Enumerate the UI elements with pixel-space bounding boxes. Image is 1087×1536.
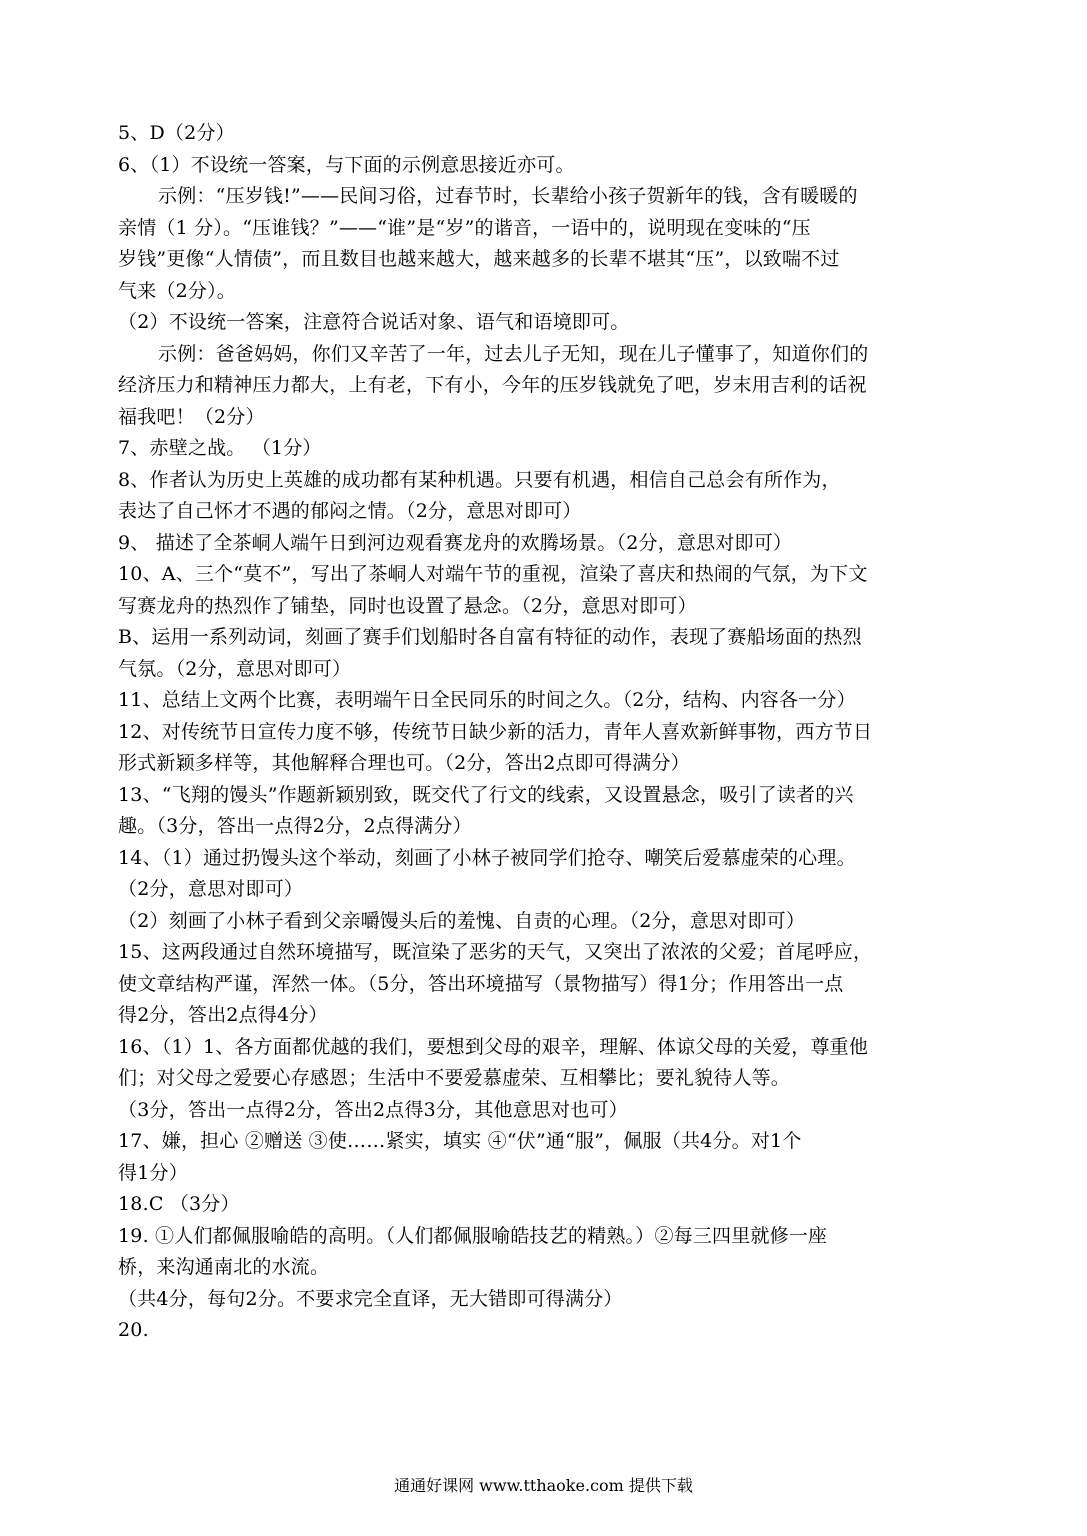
answer-10-b-cont: 气氛。（2分，意思对即可） <box>118 657 352 680</box>
answer-6-example-1-line: 亲情（1 分）。“压谁钱？”——“谁”是“岁”的谐音，一语中的，说明现在变味的“压 <box>118 216 811 239</box>
page-footer: 通通好课网 www.tthaoke.com 提供下载 <box>394 1476 693 1495</box>
answer-8-cont: 表达了自己怀才不遇的郁闷之情。（2分，意思对即可） <box>118 500 582 522</box>
answer-16-scoring: （3分，答出一点得2分，答出2点得3分，其他意思对也可） <box>118 1098 628 1121</box>
answer-17: 17、嫌，担心 ②赠送 ③使……紧实，填实 ④“伏”通“服”，佩服（共4分。对1个 <box>118 1130 802 1152</box>
answer-6-example-2-line: 示例：爸爸妈妈，你们又辛苦了一年，过去儿子无知，现在儿子懂事了，知道你们的 <box>158 342 869 365</box>
answer-10-a-cont: 写赛龙舟的热烈作了铺垫，同时也设置了悬念。（2分，意思对即可） <box>118 594 697 617</box>
answer-16-cont: 们；对父母之爱要心存感恩；生活中不要爱慕虚荣、互相攀比；要礼貌待人等。 <box>118 1067 791 1089</box>
answer-14-part-2: （2）刻画了小林子看到父亲嚼馒头后的羞愧、自责的心理。（2分，意思对即可） <box>118 909 806 932</box>
answer-19-scoring: （共4分，每句2分。不要求完全直译，无大错即可得满分） <box>118 1287 623 1310</box>
answer-13: 13、“飞翔的馒头”作题新颖别致，既交代了行文的线索，又设置悬念，吸引了读者的兴 <box>118 783 854 806</box>
answer-6-part-1: 6、（1）不设统一答案，与下面的示例意思接近亦可。 <box>118 153 575 176</box>
answer-11: 11、总结上文两个比赛，表明端午日全民同乐的时间之久。（2分，结构、内容各一分） <box>118 689 856 711</box>
answer-6-part-2: （2）不设统一答案，注意符合说话对象、语气和语境即可。 <box>118 311 630 333</box>
answer-12-cont: 形式新颖多样等，其他解释合理也可。（2分，答出2点即可得满分） <box>118 752 690 774</box>
answer-15-cont: 使文章结构严谨，浑然一体。（5分，答出环境描写（景物描写）得1分；作用答出一点 <box>118 972 844 995</box>
answer-key-body <box>118 118 978 1347</box>
answer-5: 5、D（2分） <box>118 122 235 144</box>
answer-15-cont: 得2分，答出2点得4分） <box>118 1004 328 1026</box>
answer-10-a: 10、A、三个“莫不”，写出了茶峒人对端午节的重视，渲染了喜庆和热闹的气氛，为下文 <box>118 563 868 585</box>
answer-14-part-1: 14、（1）通过扔馒头这个举动，刻画了小林子被同学们抢夺、嘲笑后爱慕虚荣的心理。 <box>118 846 856 869</box>
answer-18: 18.C （3分） <box>118 1193 240 1215</box>
answer-9: 9、 描述了全茶峒人端午日到河边观看赛龙舟的欢腾场景。（2分，意思对即可） <box>118 531 793 554</box>
answer-6-example-1-line: 气来（2分）。 <box>118 279 236 302</box>
answer-17-cont: 得1分） <box>118 1161 188 1184</box>
answer-13-cont: 趣。（3分，答出一点得2分，2点得满分） <box>118 815 472 837</box>
answer-19: 19. ①人们都佩服喻皓的高明。（人们都佩服喻皓技艺的精熟。）②每三四里就修一座 <box>118 1224 828 1247</box>
answer-6-example-2-line: 福我吧！（2分） <box>118 405 265 428</box>
answer-14-part-1-cont: （2分，意思对即可） <box>118 878 304 900</box>
answer-10-b: B、运用一系列动词，刻画了赛手们划船时各自富有特征的动作，表现了赛船场面的热烈 <box>118 626 862 648</box>
answer-6-example-1-line: 示例：“压岁钱!”——民间习俗，过春节时，长辈给小孩子贺新年的钱，含有暖暖的 <box>158 185 858 207</box>
answer-16: 16、（1）1、各方面都优越的我们，要想到父母的艰辛，理解、体谅父母的关爱，尊重他 <box>118 1035 869 1058</box>
answer-12: 12、对传统节日宣传力度不够，传统节日缺少新的活力，青年人喜欢新鲜事物，西方节日 <box>118 720 873 743</box>
answer-6-example-1-line: 岁钱”更像“人情债”，而且数目也越来越大，越来越多的长辈不堪其“压”，以致喘不过 <box>118 248 840 270</box>
answer-20: 20. <box>118 1319 149 1341</box>
answer-7: 7、赤壁之战。 （1分） <box>118 437 322 459</box>
answer-19-cont: 桥，来沟通南北的水流。 <box>118 1256 330 1278</box>
answer-8: 8、作者认为历史上英雄的成功都有某种机遇。只要有机遇，相信自己总会有所作为， <box>118 468 841 491</box>
answer-15: 15、这两段通过自然环境描写，既渲染了恶劣的天气，又突出了浓浓的父爱；首尾呼应， <box>118 941 873 963</box>
answer-6-example-2-line: 经济压力和精神压力都大，上有老，下有小，今年的压岁钱就免了吧，岁末用吉利的话祝 <box>118 374 867 396</box>
